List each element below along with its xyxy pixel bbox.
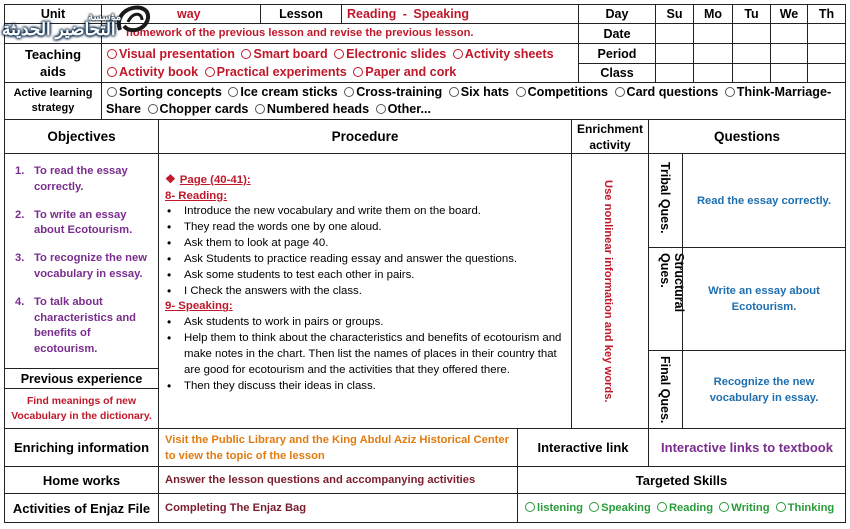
- strategy-other[interactable]: [373, 102, 431, 116]
- active-learning-label: [4, 82, 102, 120]
- procedure-step: • Ask Students to practice reading essay and answer the questions.: [165, 252, 567, 268]
- strategy-label: Chopper cards: [159, 102, 249, 116]
- diamond-bullet-icon: ❖: [165, 172, 176, 186]
- strategy-competitions[interactable]: [513, 85, 608, 99]
- objective-item: [15, 164, 151, 196]
- aid-paper-and-cork[interactable]: [350, 65, 456, 79]
- day-su-text: Su: [666, 7, 683, 21]
- skill-reading[interactable]: [654, 502, 713, 514]
- period-label: [578, 43, 656, 64]
- enrichment-text: Use nonlinear information and key words.: [602, 180, 614, 403]
- period-cell-mo[interactable]: [693, 43, 733, 64]
- questions-header-text: Questions: [713, 129, 780, 144]
- period-cell-su[interactable]: [655, 43, 694, 64]
- day-mo: [693, 4, 733, 24]
- teaching-aids-options: [101, 43, 579, 83]
- homework-note-cell: [101, 23, 579, 44]
- skill-listening[interactable]: [522, 502, 583, 514]
- previous-experience-label-text: Previous experience: [20, 371, 143, 386]
- date-label: [578, 23, 656, 44]
- radio-icon: [589, 502, 599, 512]
- question-structural: [682, 247, 846, 351]
- day-su: [655, 4, 694, 24]
- objective-text: To read the essay correctly.: [34, 165, 128, 193]
- question-type-text: Final Ques.: [658, 356, 672, 424]
- enriching-info-label: [4, 428, 159, 467]
- radio-icon: [449, 87, 459, 97]
- objectives-header-text: Objectives: [47, 129, 116, 144]
- class-label-text: Class: [600, 66, 634, 80]
- question-text: Read the essay correctly.: [696, 194, 832, 207]
- skill-thinking[interactable]: [773, 502, 835, 514]
- strategy-label: Numbered heads: [266, 102, 370, 116]
- previous-experience-label: [4, 368, 159, 389]
- unit-value-text: way: [177, 7, 201, 21]
- procedure-step: • Ask some students to test each other in pairs.: [165, 268, 567, 284]
- enriching-info-cell: [158, 428, 518, 467]
- period-cell-we[interactable]: [770, 43, 808, 64]
- objective-num: 3.: [15, 252, 25, 265]
- date-cell-su[interactable]: [655, 23, 694, 44]
- class-cell-th[interactable]: [807, 63, 846, 83]
- objectives-list: [15, 164, 151, 370]
- skills-list: [522, 502, 834, 514]
- question-text: Recognize the new vocabulary in essay.: [709, 375, 819, 404]
- skill-label: listening: [537, 502, 583, 514]
- day-we-text: We: [779, 7, 799, 21]
- class-cell-tu[interactable]: [732, 63, 771, 83]
- aid-label: Paper and cork: [365, 65, 457, 79]
- radio-icon: [241, 49, 251, 59]
- procedure-step: • Then they discuss their ideas in class.: [165, 379, 567, 395]
- active-learning-options: [101, 82, 846, 120]
- procedure-step: • Help them to think about the characteristics and benefits of ecotourism and make notes in the chart. Then list the names of places in their country that are good for ecotourism and the activities that they offered there.: [165, 331, 567, 379]
- aid-label: Practical experiments: [216, 65, 347, 79]
- previous-experience-text: Find meanings of new Vocabulary in the dictionary.: [11, 395, 152, 422]
- enrichment-cell: [571, 153, 649, 429]
- teaching-aids-label: [4, 43, 102, 83]
- enjaz-text: Completing The Enjaz Bag: [165, 502, 307, 514]
- strategy-label: Think-Marriage-: [736, 85, 832, 99]
- strategy-label-share: Share: [106, 102, 142, 116]
- targeted-skills-cell: [517, 493, 846, 523]
- speaking-steps: [165, 315, 567, 395]
- radio-icon: [334, 49, 344, 59]
- question-type-text: Tribal Ques.: [658, 162, 672, 234]
- skill-label: Writing: [731, 502, 770, 514]
- interactive-link-text[interactable]: Interactive links to textbook: [661, 440, 833, 455]
- teaching-aids-row1: [104, 47, 554, 61]
- strategy-numbered-heads[interactable]: [252, 102, 369, 116]
- radio-icon: [525, 502, 535, 512]
- radio-icon: [107, 67, 117, 77]
- questions-header: [648, 119, 846, 154]
- strategy-chopper-cards[interactable]: [145, 102, 249, 116]
- objective-num: 1.: [15, 165, 25, 177]
- teaching-aids-label-text: Teaching aids: [24, 47, 82, 79]
- active-learning-line2: [106, 102, 431, 116]
- radio-icon: [107, 87, 117, 97]
- active-learning-label-text: Active learning strategy: [13, 87, 93, 114]
- period-cell-tu[interactable]: [732, 43, 771, 64]
- question-type-tribal: [648, 153, 683, 248]
- radio-icon: [228, 87, 238, 97]
- day-tu: [732, 4, 771, 24]
- enjaz-label-text: Activities of Enjaz File: [12, 500, 151, 516]
- active-learning-line1: [104, 85, 831, 99]
- question-type-text: Structural Ques.: [658, 253, 686, 313]
- strategy-ice-cream-sticks[interactable]: [225, 85, 337, 99]
- day-th-text: Th: [818, 7, 835, 21]
- lesson-value: [341, 4, 579, 24]
- objectives-cell: [4, 153, 159, 369]
- enrichment-header: [571, 119, 649, 154]
- radio-icon: [725, 87, 735, 97]
- question-tribal: [682, 153, 846, 248]
- day-mo-text: Mo: [703, 7, 723, 21]
- procedure-step: • Ask them to look at page 40.: [165, 236, 567, 252]
- strategy-cross-training[interactable]: [341, 85, 442, 99]
- targeted-skills-label-text: Targeted Skills: [635, 472, 728, 488]
- logo-text-top: مؤسسة: [88, 12, 122, 23]
- aid-activity-book[interactable]: [104, 65, 198, 79]
- home-works-label: [4, 466, 159, 494]
- radio-icon: [719, 502, 729, 512]
- home-works-cell: [158, 466, 518, 494]
- radio-icon: [205, 67, 215, 77]
- date-label-text: Date: [603, 26, 631, 41]
- aid-smart-board[interactable]: [238, 47, 327, 61]
- skill-speaking[interactable]: [586, 502, 651, 514]
- aid-label: Smart board: [253, 47, 328, 61]
- enrichment-header-text: Enrichment activity: [576, 121, 643, 152]
- strategy-label: Cross-training: [356, 85, 443, 99]
- targeted-skills-label: [517, 466, 846, 494]
- aid-visual-presentation[interactable]: [104, 47, 235, 61]
- skill-label: Thinking: [787, 502, 835, 514]
- previous-experience-cell: [4, 388, 159, 429]
- day-label-text: Day: [605, 7, 629, 21]
- home-works-label-text: Home works: [42, 472, 121, 488]
- enjaz-label: [4, 493, 159, 523]
- strategy-label: Card questions: [626, 85, 719, 99]
- objective-item: [15, 208, 151, 240]
- radio-icon: [255, 104, 265, 114]
- strategy-card-questions[interactable]: [612, 85, 719, 99]
- procedure-content: [165, 172, 567, 394]
- reading-heading: 8- Reading:: [165, 189, 228, 202]
- objective-text: To recognize the new vocabulary in essay.: [34, 252, 147, 280]
- logo-text: التحاضير الحديثة: [2, 20, 116, 39]
- question-type-structural: [648, 247, 686, 351]
- speaking-heading: 9- Speaking:: [165, 300, 233, 313]
- strategy-label: Six hats: [460, 85, 510, 99]
- strategy-six-hats[interactable]: [446, 85, 509, 99]
- strategy-sorting-concepts[interactable]: [104, 85, 222, 99]
- reading-steps: [165, 204, 567, 299]
- objective-num: 2.: [15, 208, 25, 221]
- aid-label: Visual presentation: [119, 47, 235, 61]
- aid-label: Electronic slides: [346, 47, 447, 61]
- period-label-text: Period: [597, 46, 637, 61]
- objective-item: [15, 295, 151, 358]
- aid-electronic-slides[interactable]: [331, 47, 446, 61]
- teaching-aids-row2: [104, 65, 456, 79]
- lesson-label-text: Lesson: [279, 7, 323, 21]
- strategy-think-marriage-share[interactable]: [722, 85, 831, 99]
- procedure-cell: [158, 153, 572, 429]
- radio-icon: [107, 49, 117, 59]
- objective-text: To talk about characteristics and benefits of ecotourism.: [34, 295, 136, 356]
- day-th: [807, 4, 846, 24]
- aid-activity-sheets[interactable]: [450, 47, 554, 61]
- objective-item: [15, 251, 151, 283]
- procedure-step: • I Check the answers with the class.: [165, 284, 567, 300]
- class-cell-we[interactable]: [770, 63, 808, 83]
- skill-label: Reading: [668, 502, 714, 514]
- day-we: [770, 4, 808, 24]
- radio-icon: [376, 104, 386, 114]
- date-cell-tu[interactable]: [732, 23, 771, 44]
- procedure-step: • Introduce the new vocabulary and write them on the board.: [165, 204, 567, 220]
- radio-icon: [344, 87, 354, 97]
- enriching-info-label-text: Enriching information: [13, 440, 150, 455]
- objective-text: To write an essay about Ecotourism.: [34, 208, 133, 237]
- day-tu-text: Tu: [744, 7, 759, 21]
- objective-num: 4.: [15, 295, 25, 308]
- aid-label: Activity book: [119, 65, 199, 79]
- strategy-label: Ice cream sticks: [240, 85, 338, 99]
- enjaz-cell: [158, 493, 518, 523]
- lesson-value-text: Reading - Speaking: [347, 7, 469, 21]
- radio-icon: [657, 502, 667, 512]
- radio-icon: [353, 67, 363, 77]
- radio-icon: [516, 87, 526, 97]
- procedure-header: [158, 119, 572, 154]
- period-cell-th[interactable]: [807, 43, 846, 64]
- strategy-label: Sorting concepts: [119, 85, 222, 99]
- class-cell-mo[interactable]: [693, 63, 733, 83]
- strategy-label: Other...: [387, 102, 431, 116]
- class-cell-su[interactable]: [655, 63, 694, 83]
- skill-writing[interactable]: [716, 502, 769, 514]
- interactive-link-cell[interactable]: [648, 428, 846, 467]
- home-works-text: Answer the lesson questions and accompanying activities: [165, 474, 476, 486]
- objectives-header: [4, 119, 159, 154]
- radio-icon: [615, 87, 625, 97]
- strategy-label: Competitions: [527, 85, 609, 99]
- radio-icon: [453, 49, 463, 59]
- homework-note: homework of the previous lesson and revise the previous lesson.: [126, 27, 474, 39]
- interactive-link-label-text: Interactive link: [537, 440, 629, 455]
- logo: [0, 0, 160, 44]
- radio-icon: [148, 104, 158, 114]
- date-cell-th[interactable]: [807, 23, 846, 44]
- day-label: [578, 4, 656, 24]
- procedure-step: • They read the words one by one aloud.: [165, 220, 567, 236]
- date-cell-we[interactable]: [770, 23, 808, 44]
- interactive-link-label: [517, 428, 649, 467]
- skill-label: Speaking: [601, 502, 651, 514]
- date-cell-mo[interactable]: [693, 23, 733, 44]
- aid-label: Activity sheets: [464, 47, 554, 61]
- page-reference-text: Page (40-41):: [179, 174, 251, 186]
- procedure-header-text: Procedure: [331, 129, 399, 144]
- aid-practical-experiments[interactable]: [202, 65, 347, 79]
- lesson-label: [260, 4, 342, 24]
- question-final: [682, 350, 846, 429]
- radio-icon: [776, 502, 786, 512]
- unit-label-text: Unit: [40, 7, 66, 21]
- page-reference: [165, 172, 567, 189]
- procedure-step: • Ask students to work in pairs or groups.: [165, 315, 567, 331]
- question-text: Write an essay about Ecotourism.: [708, 285, 820, 313]
- enriching-info-text: Visit the Public Library and the King Abdul Aziz Historical Center to view the topic of the lesson: [165, 434, 509, 462]
- class-label: [578, 63, 656, 83]
- question-type-final: [648, 350, 683, 429]
